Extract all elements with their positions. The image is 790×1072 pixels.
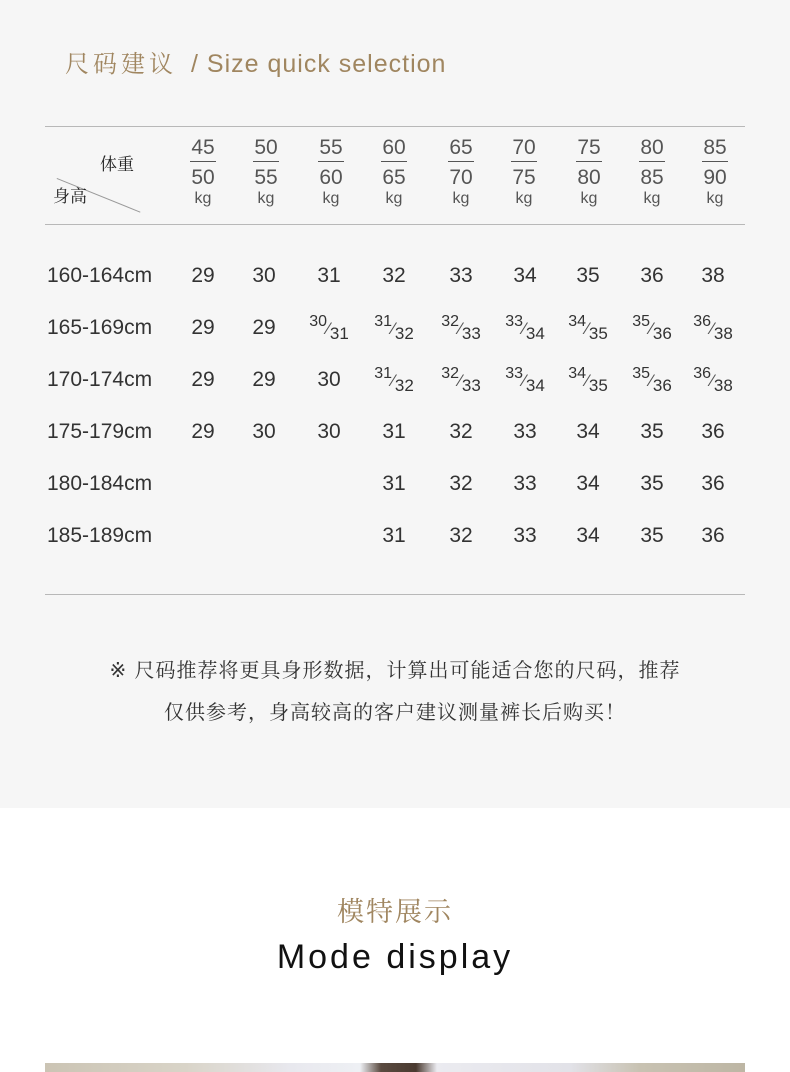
size-option-a: 34 bbox=[568, 365, 587, 382]
size-cell: 33 bbox=[513, 420, 537, 443]
size-option-a: 32 bbox=[441, 313, 460, 330]
size-cell: 32 bbox=[449, 524, 473, 547]
table-row bbox=[0, 314, 790, 344]
size-cell bbox=[683, 313, 743, 346]
size-note-line-1: ※ 尺码推荐将更具身形数据，计算出可能适合您的尺码，推荐 bbox=[109, 658, 681, 682]
weight-from: 85 bbox=[702, 136, 727, 162]
size-slash: ⁄ bbox=[392, 371, 395, 390]
weight-to: 70 bbox=[449, 166, 473, 189]
size-cell: 29 bbox=[191, 420, 215, 443]
size-cell bbox=[622, 313, 682, 346]
model-display-title-en: Mode display bbox=[276, 938, 514, 976]
size-slash: ⁄ bbox=[650, 371, 653, 390]
size-option-a: 35 bbox=[632, 313, 651, 330]
size-slash: ⁄ bbox=[459, 319, 462, 338]
size-cell: 31 bbox=[382, 420, 406, 443]
weight-column-header bbox=[685, 136, 745, 208]
size-option-b: 38 bbox=[713, 324, 733, 343]
height-range-label: 185-189cm bbox=[47, 524, 153, 547]
size-cell: 31 bbox=[317, 264, 341, 287]
weight-from: 65 bbox=[448, 136, 473, 162]
size-cell: 29 bbox=[191, 316, 215, 339]
size-cell: 35 bbox=[640, 472, 664, 495]
size-cell: 31 bbox=[382, 472, 406, 495]
size-cell: 32 bbox=[382, 264, 406, 287]
weight-to: 75 bbox=[512, 166, 536, 189]
size-cell: 36 bbox=[701, 472, 725, 495]
size-cell bbox=[431, 313, 491, 346]
size-option-a: 31 bbox=[374, 313, 393, 330]
table-bottom-rule bbox=[45, 594, 745, 595]
weight-unit: kg bbox=[257, 190, 275, 207]
weight-from: 80 bbox=[639, 136, 664, 162]
table-row bbox=[0, 470, 790, 500]
size-guide-title-en: / Size quick selection bbox=[191, 50, 447, 78]
size-cell bbox=[234, 524, 294, 554]
size-cell: 29 bbox=[252, 368, 276, 391]
size-option-a: 33 bbox=[505, 313, 524, 330]
size-option-b: 34 bbox=[525, 324, 545, 343]
size-cell bbox=[299, 472, 359, 502]
size-cell: 38 bbox=[701, 264, 725, 287]
size-option-a: 31 bbox=[374, 365, 393, 382]
size-cell bbox=[234, 472, 294, 502]
size-cell: 30 bbox=[317, 368, 341, 391]
size-cell bbox=[173, 472, 233, 502]
size-option-b: 38 bbox=[713, 376, 733, 395]
weight-to: 65 bbox=[382, 166, 406, 189]
size-cell: 34 bbox=[576, 420, 600, 443]
size-option-a: 34 bbox=[568, 313, 587, 330]
size-slash: ⁄ bbox=[523, 319, 526, 338]
model-photo bbox=[45, 1063, 745, 1072]
size-cell: 29 bbox=[191, 368, 215, 391]
size-cell: 31 bbox=[382, 524, 406, 547]
model-display-title-zh: 模特展示 bbox=[337, 897, 453, 928]
size-cell: 35 bbox=[640, 420, 664, 443]
height-range-label: 175-179cm bbox=[47, 420, 153, 443]
size-cell: 30 bbox=[252, 420, 276, 443]
size-cell bbox=[622, 365, 682, 398]
size-option-b: 31 bbox=[329, 324, 349, 343]
size-option-b: 33 bbox=[461, 376, 481, 395]
weight-to: 50 bbox=[191, 166, 215, 189]
size-cell: 29 bbox=[191, 264, 215, 287]
height-range-label: 165-169cm bbox=[47, 316, 153, 339]
size-cell: 33 bbox=[449, 264, 473, 287]
size-cell: 35 bbox=[640, 524, 664, 547]
size-guide-title bbox=[65, 44, 446, 79]
weight-to: 60 bbox=[319, 166, 343, 189]
size-option-b: 33 bbox=[461, 324, 481, 343]
weight-column-header bbox=[431, 136, 491, 208]
size-cell: 33 bbox=[513, 524, 537, 547]
size-option-b: 36 bbox=[652, 324, 672, 343]
size-option-a: 33 bbox=[505, 365, 524, 382]
size-cell bbox=[495, 365, 555, 398]
size-option-b: 32 bbox=[394, 324, 414, 343]
table-header-rule bbox=[45, 224, 745, 225]
size-option-b: 34 bbox=[525, 376, 545, 395]
size-cell: 36 bbox=[701, 524, 725, 547]
size-option-a: 32 bbox=[441, 365, 460, 382]
size-slash: ⁄ bbox=[586, 371, 589, 390]
weight-from: 70 bbox=[511, 136, 536, 162]
size-cell bbox=[173, 524, 233, 554]
weight-from: 50 bbox=[253, 136, 278, 162]
weight-column-header bbox=[236, 136, 296, 208]
weight-to: 55 bbox=[254, 166, 278, 189]
size-option-a: 36 bbox=[693, 365, 712, 382]
size-cell: 30 bbox=[317, 420, 341, 443]
weight-to: 90 bbox=[703, 166, 727, 189]
size-option-b: 35 bbox=[588, 324, 608, 343]
table-row bbox=[0, 418, 790, 448]
size-cell bbox=[495, 313, 555, 346]
size-cell bbox=[299, 524, 359, 554]
weight-unit: kg bbox=[452, 190, 470, 207]
table-row bbox=[0, 262, 790, 292]
weight-column-header bbox=[622, 136, 682, 208]
size-slash: ⁄ bbox=[711, 319, 714, 338]
size-slash: ⁄ bbox=[586, 319, 589, 338]
weight-column-header bbox=[301, 136, 361, 208]
size-cell: 29 bbox=[252, 316, 276, 339]
weight-unit: kg bbox=[385, 190, 403, 207]
size-option-b: 32 bbox=[394, 376, 414, 395]
size-option-a: 36 bbox=[693, 313, 712, 330]
weight-from: 45 bbox=[190, 136, 215, 162]
corner-label-weight: 体重 bbox=[100, 155, 134, 175]
size-cell bbox=[558, 365, 618, 398]
size-cell: 30 bbox=[252, 264, 276, 287]
weight-to: 80 bbox=[577, 166, 601, 189]
size-slash: ⁄ bbox=[392, 319, 395, 338]
weight-to: 85 bbox=[640, 166, 664, 189]
size-option-b: 35 bbox=[588, 376, 608, 395]
size-slash: ⁄ bbox=[523, 371, 526, 390]
size-cell: 34 bbox=[513, 264, 537, 287]
weight-column-header bbox=[173, 136, 233, 208]
weight-unit: kg bbox=[643, 190, 661, 207]
size-slash: ⁄ bbox=[459, 371, 462, 390]
size-cell: 32 bbox=[449, 420, 473, 443]
size-slash: ⁄ bbox=[711, 371, 714, 390]
weight-from: 60 bbox=[381, 136, 406, 162]
weight-unit: kg bbox=[706, 190, 724, 207]
size-cell: 33 bbox=[513, 472, 537, 495]
size-guide-title-zh: 尺码建议 bbox=[65, 50, 177, 78]
size-slash: ⁄ bbox=[650, 319, 653, 338]
table-top-rule bbox=[45, 126, 745, 127]
weight-column-header bbox=[364, 136, 424, 208]
size-cell bbox=[364, 313, 424, 346]
weight-from: 75 bbox=[576, 136, 601, 162]
height-range-label: 160-164cm bbox=[47, 264, 153, 287]
size-cell bbox=[683, 365, 743, 398]
size-cell: 34 bbox=[576, 524, 600, 547]
size-cell: 34 bbox=[576, 472, 600, 495]
weight-unit: kg bbox=[580, 190, 598, 207]
weight-column-header bbox=[494, 136, 554, 208]
size-cell: 36 bbox=[701, 420, 725, 443]
size-cell bbox=[431, 365, 491, 398]
size-note-line-2: 仅供参考，身高较高的客户建议测量裤长后购买！ bbox=[164, 700, 626, 724]
height-range-label: 170-174cm bbox=[47, 368, 153, 391]
table-row bbox=[0, 366, 790, 396]
size-slash: ⁄ bbox=[327, 319, 330, 338]
size-option-a: 30 bbox=[309, 313, 328, 330]
size-cell bbox=[558, 313, 618, 346]
weight-column-header bbox=[559, 136, 619, 208]
weight-unit: kg bbox=[194, 190, 212, 207]
size-option-b: 36 bbox=[652, 376, 672, 395]
weight-unit: kg bbox=[515, 190, 533, 207]
table-row bbox=[0, 522, 790, 552]
size-cell bbox=[364, 365, 424, 398]
size-cell bbox=[299, 313, 359, 346]
height-range-label: 180-184cm bbox=[47, 472, 153, 495]
corner-label-height: 身高 bbox=[53, 187, 87, 207]
size-cell: 35 bbox=[576, 264, 600, 287]
size-cell: 36 bbox=[640, 264, 664, 287]
size-option-a: 35 bbox=[632, 365, 651, 382]
weight-unit: kg bbox=[322, 190, 340, 207]
weight-from: 55 bbox=[318, 136, 343, 162]
size-cell: 32 bbox=[449, 472, 473, 495]
